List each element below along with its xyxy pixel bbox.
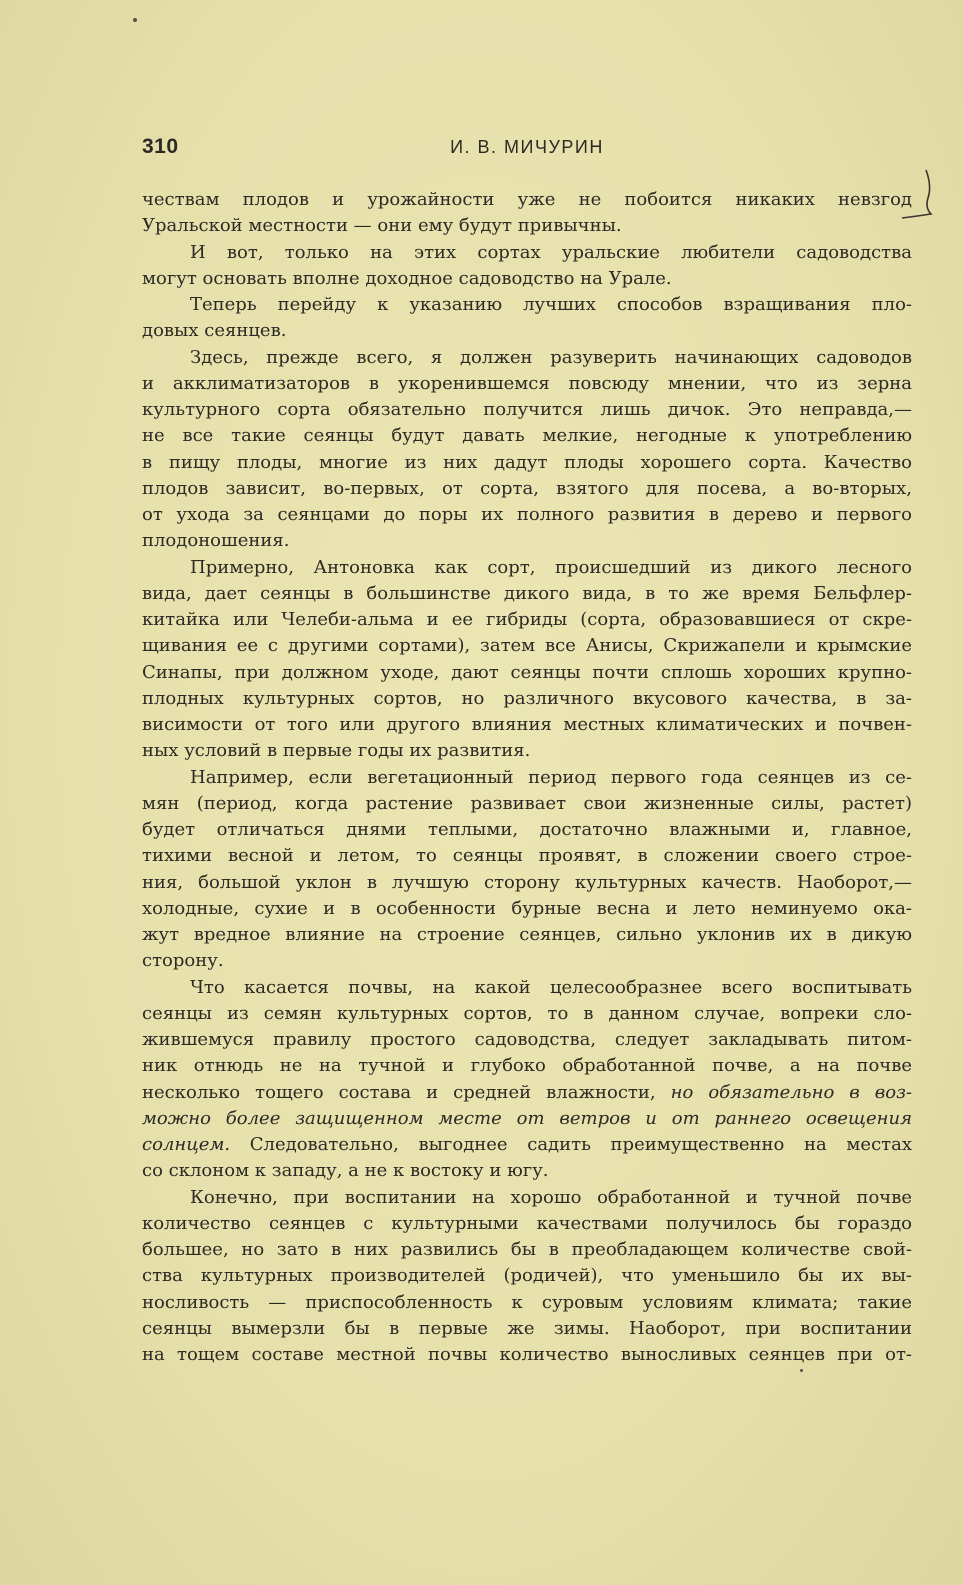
text-line: большее, но зато в них развились бы в преобладающем количестве свой- <box>142 1239 912 1260</box>
text-line: Что касается почвы, на какой целесообразнее всего воспитывать <box>190 976 912 998</box>
running-head: И. В. МИЧУРИН <box>450 137 604 157</box>
text-line: количество сеянцев с культурными качествами получилось бы гораздо <box>142 1212 912 1234</box>
text-line: Примерно, Антоновка как сорт, происшедший из дикого лесного <box>190 556 912 578</box>
text-line: висимости от того или другого влияния местных климатических и почвен- <box>142 714 912 735</box>
body-text <box>142 187 912 1368</box>
text-line: Например, если вегетационный период первого года сеянцев из се- <box>190 766 912 788</box>
text-line: вида, дает сеянцы в большинстве дикого вида, в то же время Бельфлер- <box>142 582 912 604</box>
text-line: мян (период, когда растение развивает свои жизненные силы, растет) <box>142 792 912 814</box>
text-line: китайка или Челеби-альма и ее гибриды (сорта, образовавшиеся от скре- <box>142 609 912 630</box>
page-header <box>142 135 912 161</box>
text-line: ных условий в первые годы их развития. <box>142 740 531 762</box>
text-line: плодных культурных сортов, но различного вкусового качества, в за- <box>142 687 912 709</box>
text-line: на тощем составе местной почвы количество выносливых сеянцев при от- <box>142 1344 912 1365</box>
text-line: тихими весной и летом, то сеянцы проявят, в сложении своего строе- <box>142 845 912 867</box>
text-line: холодные, сухие и в особенности бурные весна и лето неминуемо ока- <box>142 897 912 919</box>
text-line: со склоном к западу, а не к востоку и югу. <box>142 1160 549 1182</box>
text-line: культурного сорта обязательно получится лишь дичок. Это неправда,— <box>142 399 912 420</box>
text-line: сторону. <box>142 950 224 972</box>
text-line <box>142 1132 912 1158</box>
text-line: Синапы, при должном уходе, дают сеянцы почти сплошь хороших крупно- <box>142 661 912 683</box>
text-line: Здесь, прежде всего, я должен разуверить начинающих садоводов <box>190 346 912 368</box>
text-line: жившемуся правилу простого садоводства, следует закладывать питом- <box>142 1029 912 1050</box>
text-line: Конечно, при воспитании на хорошо обработанной и тучной почве <box>190 1186 912 1208</box>
ink-speck <box>133 18 137 22</box>
text-line-roman: Следовательно, выгоднее садить преимущественно на местах <box>249 1134 912 1155</box>
text-line: будет отличаться днями теплыми, достаточно влажными и, главное, <box>142 819 912 840</box>
text-line: довых сеянцев. <box>142 320 287 342</box>
text-line: ник отнюдь не на тучной и глубоко обработанной почве, а на почве <box>142 1055 912 1077</box>
text-line: Уральской местности — они ему будут привычны. <box>142 215 622 237</box>
page-number: 310 <box>142 135 179 158</box>
text-line-italic: но обязательно в воз- <box>670 1081 912 1103</box>
text-line: в пищу плоды, многие из них дадут плоды хорошего сорта. Качество <box>142 451 912 473</box>
text-line: И вот, только на этих сортах уральские любители садоводства <box>190 241 912 263</box>
text-line: носливость — приспособленность к суровым условиям климата; такие <box>142 1291 912 1313</box>
text-line-roman: несколько тощего состава и средней влажности, <box>142 1081 656 1103</box>
text-line: от ухода за сеянцами до поры их полного развития в дерево и первого <box>142 504 912 525</box>
text-line: плодоношения. <box>142 530 290 552</box>
text-line-italic: можно более защищенном месте от ветров и от раннего освещения <box>142 1107 912 1129</box>
text-line <box>142 1080 912 1106</box>
text-line: не все такие сеянцы будут давать мелкие, негодные к употреблению <box>142 425 912 447</box>
text-line: могут основать вполне доходное садоводство на Урале. <box>142 267 672 289</box>
text-line: ства культурных производителей (родичей), что уменьшило бы их вы- <box>142 1265 912 1287</box>
text-line: щивания ее с другими сортами), затем все Анисы, Скрижапели и крымские <box>142 635 912 657</box>
text-line: жут вредное влияние на строение сеянцев, сильно уклонив их в дикую <box>142 924 912 945</box>
text-line-italic: солнцем. <box>142 1134 231 1155</box>
text-line: чествам плодов и урожайности уже не побоится никаких невзгод <box>142 189 912 210</box>
text-line: ния, большой уклон в лучшую сторону культурных качеств. Наоборот,— <box>142 871 912 893</box>
text-line: сеянцы вымерзли бы в первые же зимы. Наоборот, при воспитании <box>142 1317 912 1339</box>
text-line: Теперь перейду к указанию лучших способов взращивания пло- <box>190 294 912 315</box>
ink-speck <box>800 1369 803 1372</box>
text-line: сеянцы из семян культурных сортов, то в данном случае, вопреки сло- <box>142 1002 912 1024</box>
text-line: и акклиматизаторов в укоренившемся повсюду мнении, что из зерна <box>142 372 912 394</box>
text-line: плодов зависит, во-первых, от сорта, взятого для посева, а во-вторых, <box>142 477 912 499</box>
